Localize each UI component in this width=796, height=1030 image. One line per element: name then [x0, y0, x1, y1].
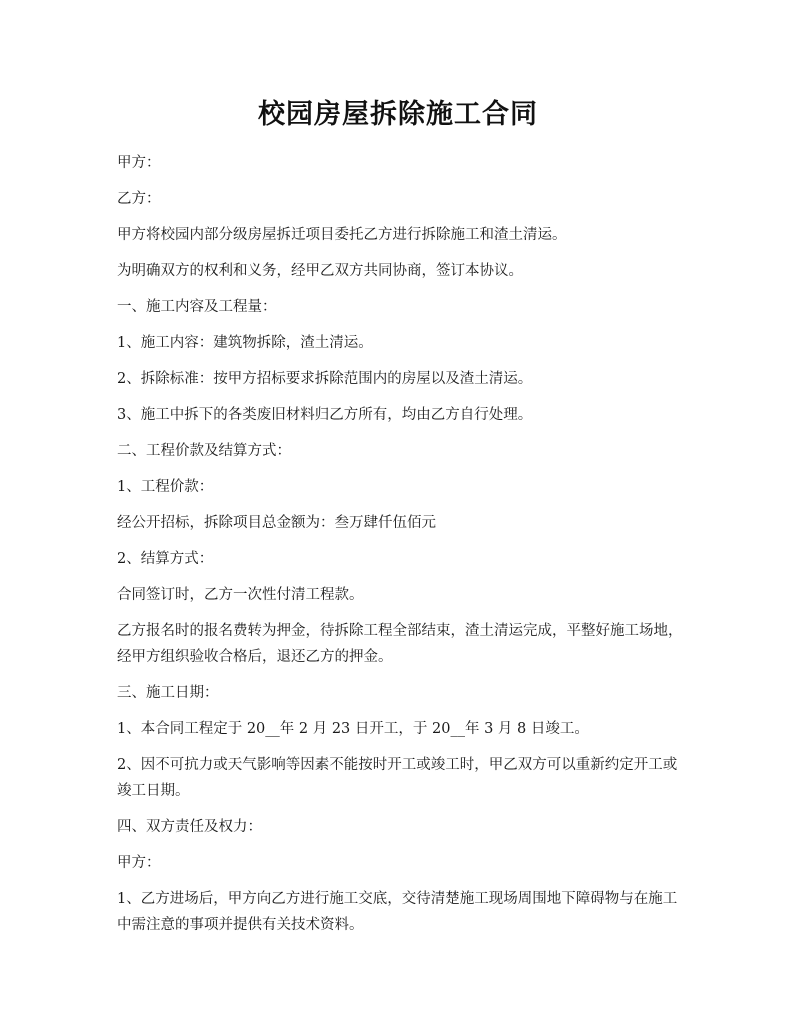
paragraph: 2、结算方式：	[117, 551, 214, 567]
paragraph: 3、施工中拆下的各类废旧材料归乙方所有，均由乙方自行处理。	[117, 407, 533, 423]
paragraph: 1、施工内容：建筑物拆除，渣土清运。	[117, 335, 373, 351]
paragraph: 2、因不可抗力或天气影响等因素不能按时开工或竣工时，甲乙双方可以重新约定开工或竣工日期。	[117, 757, 678, 799]
paragraph: 经公开招标，拆除项目总金额为：叁万肆仟伍佰元	[117, 515, 436, 531]
party-a-label: 甲方：	[117, 155, 161, 171]
paragraph: 乙方报名时的报名费转为押金，待拆除工程全部结束，渣土清运完成，平整好施工场地，经甲方组织验收合格后，退还乙方的押金。	[117, 623, 683, 665]
section-heading: 四、双方责任及权力：	[117, 819, 262, 835]
paragraph: 甲方将校园内部分级房屋拆迁项目委托乙方进行拆除施工和渣土清运。	[117, 227, 567, 243]
paragraph: 1、工程价款：	[117, 479, 214, 495]
party-b-label: 乙方：	[117, 191, 161, 207]
section-heading: 二、工程价款及结算方式：	[117, 443, 291, 459]
paragraph: 为明确双方的权利和义务，经甲乙双方共同协商，签订本协议。	[117, 263, 523, 279]
document-body	[117, 150, 687, 948]
paragraph: 1、本合同工程定于 20__年 2 月 23 日开工，于 20__年 3 月 8 日竣工。	[117, 721, 589, 737]
paragraph: 2、拆除标准：按甲方招标要求拆除范围内的房屋以及渣土清运。	[117, 371, 533, 387]
party-a-label: 甲方：	[117, 855, 161, 871]
section-heading: 一、施工内容及工程量：	[117, 299, 277, 315]
paragraph: 合同签订时，乙方一次性付清工程款。	[117, 587, 364, 603]
paragraph: 1、乙方进场后，甲方向乙方进行施工交底，交待清楚施工现场周围地下障碍物与在施工中需注意的事项并提供有关技术资料。	[117, 891, 678, 933]
section-heading: 三、施工日期：	[117, 685, 219, 701]
document-title: 校园房屋拆除施工合同	[258, 99, 538, 130]
